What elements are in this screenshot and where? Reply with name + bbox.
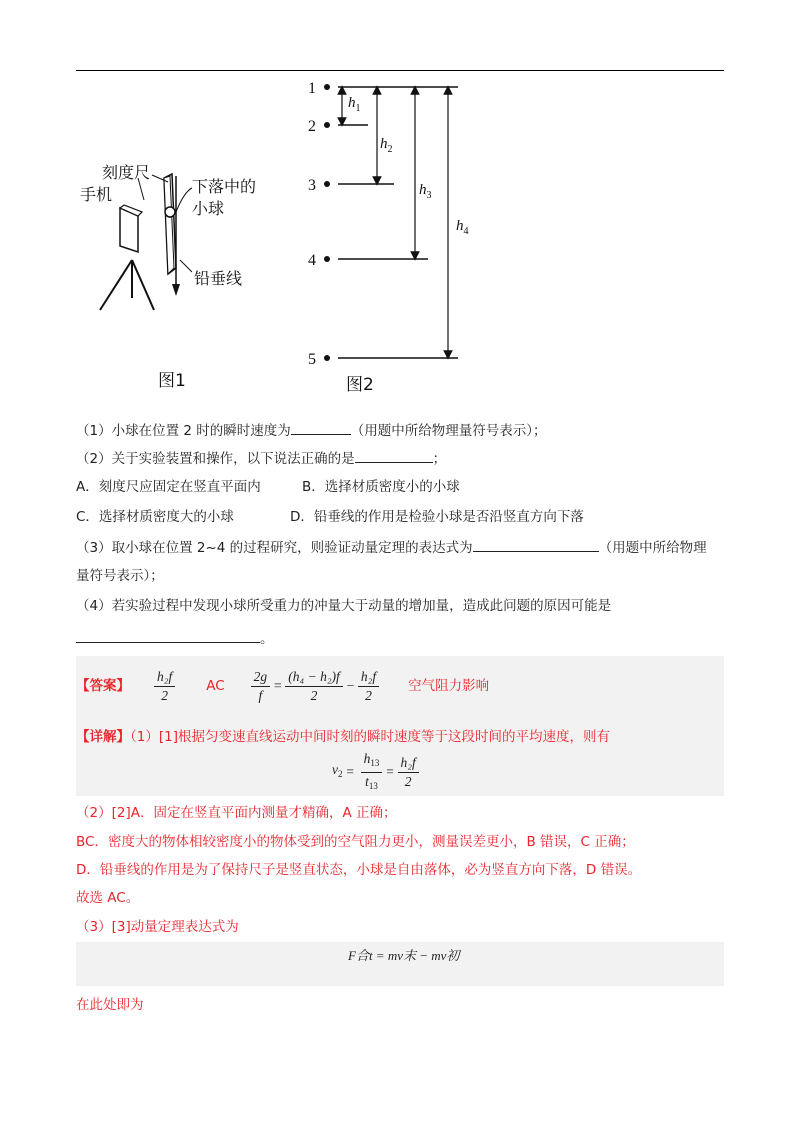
answer-blank: [473, 537, 599, 552]
answer-3-lhs: $\frac{2g}{f}$: [251, 669, 271, 704]
option-a: A．刻度尺应固定在竖直平面内: [76, 479, 261, 495]
header-rule: [76, 70, 724, 71]
question-4: （4）若实验过程中发现小球所受重力的冲量大于动量的增加量，造成此问题的原因可能是: [76, 598, 612, 614]
dot: [324, 355, 330, 361]
position-label: 2: [308, 118, 316, 135]
leader-line: [176, 188, 192, 212]
figure-1-caption: 图1: [158, 371, 186, 391]
figure-1-apparatus: [80, 150, 280, 400]
option-d: D．铅垂线的作用是检验小球是否沿竖直方向下落: [290, 509, 584, 525]
explanation-line-6: （3）[3]动量定理表达式为: [76, 919, 239, 935]
answer-3-rhs: $\frac{\text{h₂f}}{2}$: [358, 669, 379, 704]
figure-2-caption: 图2: [346, 375, 374, 395]
explanation-line-5: 故选 AC。: [76, 890, 140, 906]
answer-label: 【答案】: [76, 678, 130, 694]
tripod-leg: [132, 260, 154, 310]
question-2: （2）关于实验装置和操作，以下说法正确的是 ；: [76, 448, 446, 469]
equation-2: F合t = mv末 − mv初: [348, 948, 460, 963]
option-b: B．选择材质密度小的小球: [302, 479, 460, 495]
answer-4: 空气阻力影响: [408, 678, 490, 694]
ball: [165, 207, 175, 217]
equation-1-fraction-2: $\frac{\text{h₂f}}{2}$: [398, 755, 419, 790]
answer-1: $\frac{\text{h₂f}}{2}$: [154, 669, 175, 704]
h4-label: $h_4$: [456, 218, 469, 237]
label-ruler: 刻度尺: [102, 163, 151, 182]
position-label: 4: [308, 252, 316, 269]
explanation-label: 【详解】: [76, 729, 130, 745]
dot: [324, 181, 330, 187]
option-row-ab: [76, 477, 460, 497]
answer-3-mid: $\frac{\text{(h₄ − h₂)f}}{2}$: [285, 669, 343, 704]
tripod-leg: [100, 260, 132, 310]
label-falling-ball-1: 下落中的: [192, 177, 257, 196]
figure-2-heights: [300, 74, 480, 400]
label-falling-ball-2: 小球: [192, 199, 225, 218]
dot: [324, 256, 330, 262]
question-1: （1）小球在位置 2 时的瞬时速度为 （用题中所给物理量符号表示）；: [76, 420, 547, 441]
answer-blank: [76, 628, 260, 643]
explanation-line-7: 在此处即为: [76, 997, 144, 1013]
label-plumb-line: 铅垂线: [194, 269, 243, 288]
option-row-cd: [76, 507, 584, 527]
equation-1: $v_2$ = $\frac{h_{13}}{t_{13}}$ = $\frac{\text{h₂f}}{2}$: [332, 752, 422, 792]
answer-blank: [291, 420, 351, 435]
explanation-line-1: 【详解】（1）[1]根据匀变速直线运动中间时刻的瞬时速度等于这段时间的平均速度，则有: [76, 729, 610, 745]
question-3-cont: 量符号表示）；: [76, 568, 164, 584]
explanation-line-3: BC．密度大的物体相较密度小的物体受到的空气阻力更小，测量误差更小，B 错误，C 正确；: [76, 834, 635, 850]
h3-label: $h_3$: [419, 182, 432, 201]
h1-label: $h_1$: [348, 95, 361, 114]
answer-line: 【答案】 $\frac{\text{h₂f}}{2}$ AC $\frac{2g}{f}$ = $\frac{\text{(h₄ − h₂)f}}{2}$ − $\frac{\text{h₂f}}{2}$ 空气阻力影响: [76, 668, 490, 703]
dot: [324, 84, 330, 90]
explanation-line-2: （2）[2]A．固定在竖直平面内测量才精确，A 正确；: [76, 805, 397, 821]
position-label: 5: [308, 351, 316, 368]
equation-1-fraction-1: $\frac{h_{13}}{t_{13}}$: [361, 751, 383, 794]
label-phone: 手机: [80, 185, 113, 204]
question-4-cont: 。: [76, 628, 274, 649]
arrow-down-icon: [172, 284, 180, 296]
question-3: （3）取小球在位置 2~4 的过程研究，则验证动量定理的表达式为 （用题中所给物理: [76, 537, 707, 558]
option-c: C．选择材质密度大的小球: [76, 509, 234, 525]
explanation-line-4: D．铅垂线的作用是为了保持尺子是竖直状态，小球是自由落体，必为竖直方向下落，D 错误。: [76, 862, 642, 878]
position-label: 1: [308, 80, 316, 97]
h2-label: $h_2$: [380, 136, 393, 155]
answer-2: AC: [206, 678, 225, 694]
answer-blank: [355, 448, 433, 463]
leader-line: [180, 260, 192, 272]
position-label: 3: [308, 177, 316, 194]
dot: [324, 122, 330, 128]
